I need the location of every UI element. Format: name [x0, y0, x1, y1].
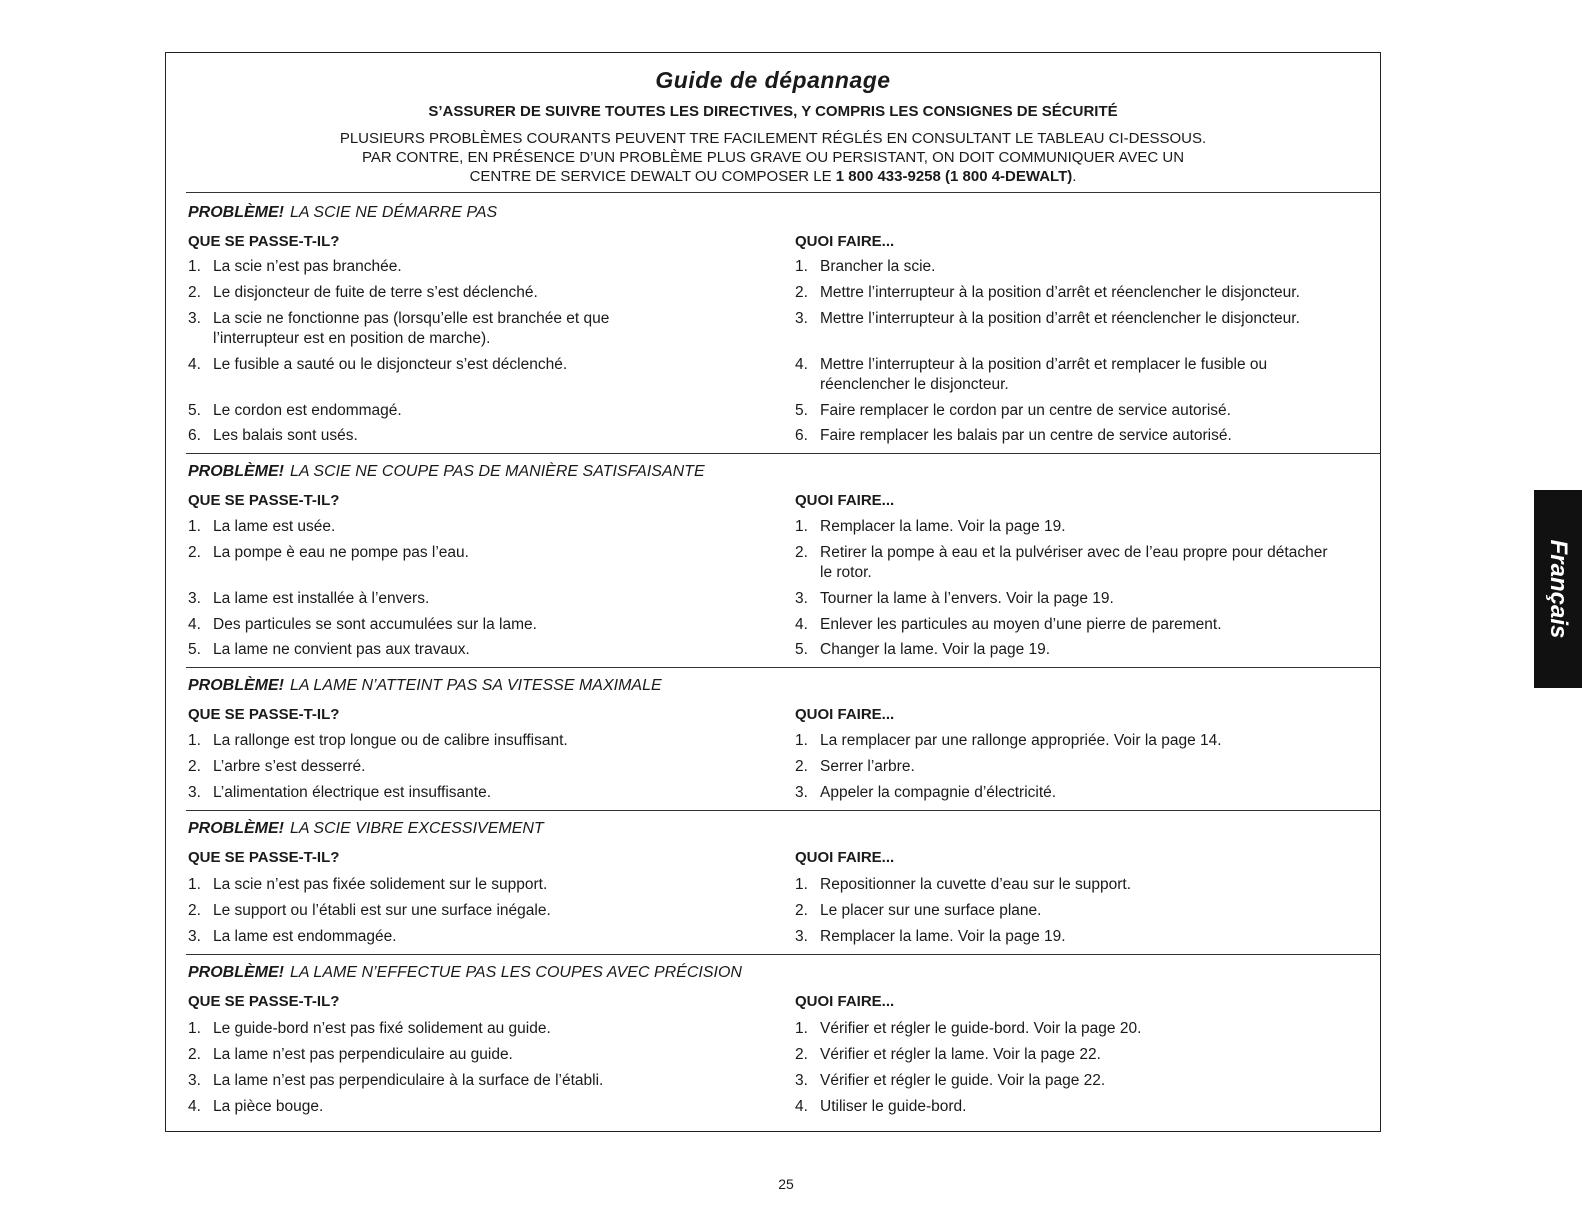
- remedy-header: QUOI FAIRE...: [795, 849, 895, 866]
- cause-item: 2. Le support ou l’établi est sur une surface inégale.: [188, 902, 551, 919]
- cause-item: 1. La lame est usée.: [188, 518, 336, 535]
- problem-label: PROBLÈME!: [188, 820, 284, 837]
- problem-label: PROBLÈME!: [188, 204, 284, 221]
- cause-header: QUE SE PASSE-T-IL?: [188, 993, 340, 1010]
- cause-item: 1. La scie n’est pas branchée.: [188, 258, 402, 275]
- cause-item: 2. L’arbre s’est desserré.: [188, 758, 366, 775]
- cause-item: 3. L’alimentation électrique est insuffisante.: [188, 784, 492, 801]
- problem-section-3: [186, 667, 1381, 811]
- cause-header: QUE SE PASSE-T-IL?: [188, 849, 340, 866]
- intro-line-1: PLUSIEURS PROBLÈMES COURANTS PEUVENT TRE FACILEMENT RÉGLÉS EN CONSULTANT LE TABLEAU CI-DESSOUS.: [339, 130, 1207, 147]
- cause-header: QUE SE PASSE-T-IL?: [188, 706, 340, 723]
- remedy-item: 2. Le placer sur une surface plane.: [795, 902, 1042, 919]
- problem-description: LA SCIE VIBRE EXCESSIVEMENT: [290, 820, 544, 837]
- cause-item: 3. La lame n’est pas perpendiculaire à la surface de l’établi.: [188, 1072, 604, 1089]
- cause-item: 4. La pièce bouge.: [188, 1098, 324, 1115]
- problem-description: LA SCIE NE DÉMARRE PAS: [290, 204, 498, 221]
- problem-title: [188, 204, 497, 222]
- intro-line-3-prefix: CENTRE DE SERVICE DEWALT OU COMPOSER LE: [469, 168, 836, 185]
- remedy-item: 5. Faire remplacer le cordon par un centre de service autorisé.: [795, 402, 1231, 419]
- language-tab-label: Français: [1545, 539, 1572, 639]
- cause-item: 5. La lame ne convient pas aux travaux.: [188, 641, 470, 658]
- remedy-item: 1. Remplacer la lame. Voir la page 19.: [795, 518, 1066, 535]
- cause-header: QUE SE PASSE-T-IL?: [188, 233, 340, 250]
- remedy-item: 4. Utiliser le guide-bord.: [795, 1098, 967, 1115]
- cause-item: 1. La scie n’est pas fixée solidement sur le support.: [188, 876, 548, 893]
- problem-label: PROBLÈME!: [188, 463, 284, 480]
- remedy-header: QUOI FAIRE...: [795, 706, 895, 723]
- problem-description: LA LAME N’ATTEINT PAS SA VITESSE MAXIMALE: [290, 677, 662, 694]
- problem-section-4: [186, 810, 1381, 955]
- problem-label: PROBLÈME!: [188, 677, 284, 694]
- problem-section-5: [186, 954, 1381, 1125]
- intro-line-3: [166, 167, 1380, 186]
- cause-item: 1. Le guide-bord n’est pas fixé solidement au guide.: [188, 1020, 551, 1037]
- remedy-item: 2. Mettre l’interrupteur à la position d’arrêt et réenclencher le disjoncteur.: [795, 284, 1300, 301]
- cause-item: 2. La lame n’est pas perpendiculaire au guide.: [188, 1046, 513, 1063]
- remedy-item: 1. Brancher la scie.: [795, 258, 936, 275]
- cause-item: 4. Le fusible a sauté ou le disjoncteur s’est déclenché.: [188, 356, 568, 373]
- service-phone: 1 800 433-9258 (1 800 4-DEWALT): [835, 168, 1073, 185]
- cause-item: 4. Des particules se sont accumulées sur la lame.: [188, 616, 537, 633]
- cause-item: 1. La rallonge est trop longue ou de calibre insuffisant.: [188, 732, 568, 749]
- remedy-item: 3. Vérifier et régler le guide. Voir la page 22.: [795, 1072, 1106, 1089]
- remedy-header: QUOI FAIRE...: [795, 492, 895, 509]
- intro-line-2: PAR CONTRE, EN PRÉSENCE D’UN PROBLÈME PLUS GRAVE OU PERSISTANT, ON DOIT COMMUNIQUER AVEC UN: [361, 149, 1185, 166]
- cause-item: 2. Le disjoncteur de fuite de terre s’est déclenché.: [188, 284, 538, 301]
- troubleshooting-box: [165, 52, 1381, 1132]
- remedy-item: 4. Mettre l’interrupteur à la position d’arrêt et remplacer le fusible ou réenclencher le disjoncteur.: [795, 356, 1268, 393]
- page-title: Guide de dépannage: [655, 67, 891, 93]
- problem-title: [188, 820, 544, 838]
- remedy-item: 5. Changer la lame. Voir la page 19.: [795, 641, 1051, 658]
- page-subtitle: S’ASSURER DE SUIVRE TOUTES LES DIRECTIVES, Y COMPRIS LES CONSIGNES DE SÉCURITÉ: [428, 103, 1118, 120]
- problem-title: [188, 677, 662, 695]
- remedy-item: 3. Remplacer la lame. Voir la page 19.: [795, 928, 1066, 945]
- cause-item: 3. La lame est endommagée.: [188, 928, 397, 945]
- problem-section-2: [186, 453, 1381, 668]
- remedy-item: 2. Vérifier et régler la lame. Voir la page 22.: [795, 1046, 1101, 1063]
- remedy-item: 1. La remplacer par une rallonge appropriée. Voir la page 14.: [795, 732, 1222, 749]
- cause-item: 5. Le cordon est endommagé.: [188, 402, 402, 419]
- problem-title: [188, 463, 705, 481]
- language-tab: [1534, 490, 1582, 688]
- cause-item: 6. Les balais sont usés.: [188, 427, 358, 444]
- problem-section-1: [186, 192, 1381, 454]
- cause-item: 3. La scie ne fonctionne pas (lorsqu’elle est branchée et que l’interrupteur est en position de marche).: [188, 310, 610, 347]
- problem-title: [188, 964, 742, 982]
- page-number: 25: [778, 1176, 794, 1192]
- remedy-item: 2. Retirer la pompe à eau et la pulvériser avec de l’eau propre pour détacher le rotor.: [795, 544, 1328, 581]
- remedy-item: 3. Mettre l’interrupteur à la position d’arrêt et réenclencher le disjoncteur.: [795, 310, 1300, 327]
- cause-item: 2. La pompe è eau ne pompe pas l’eau.: [188, 544, 469, 561]
- remedy-item: 1. Vérifier et régler le guide-bord. Voir la page 20.: [795, 1020, 1142, 1037]
- remedy-item: 2. Serrer l’arbre.: [795, 758, 915, 775]
- intro-text: [166, 129, 1380, 186]
- remedy-item: 3. Tourner la lame à l’envers. Voir la page 19.: [795, 590, 1114, 607]
- remedy-header: QUOI FAIRE...: [795, 233, 895, 250]
- cause-item: 3. La lame est installée à l’envers.: [188, 590, 430, 607]
- remedy-item: 6. Faire remplacer les balais par un centre de service autorisé.: [795, 427, 1232, 444]
- problem-description: LA SCIE NE COUPE PAS DE MANIÈRE SATISFAISANTE: [290, 463, 705, 480]
- remedy-item: 4. Enlever les particules au moyen d’une pierre de parement.: [795, 616, 1222, 633]
- remedy-header: QUOI FAIRE...: [795, 993, 895, 1010]
- problem-label: PROBLÈME!: [188, 964, 284, 981]
- remedy-item: 3. Appeler la compagnie d’électricité.: [795, 784, 1057, 801]
- cause-header: QUE SE PASSE-T-IL?: [188, 492, 340, 509]
- problem-description: LA LAME N’EFFECTUE PAS LES COUPES AVEC PRÉCISION: [290, 964, 742, 981]
- intro-line-3-suffix: .: [1072, 168, 1077, 185]
- remedy-item: 1. Repositionner la cuvette d’eau sur le support.: [795, 876, 1132, 893]
